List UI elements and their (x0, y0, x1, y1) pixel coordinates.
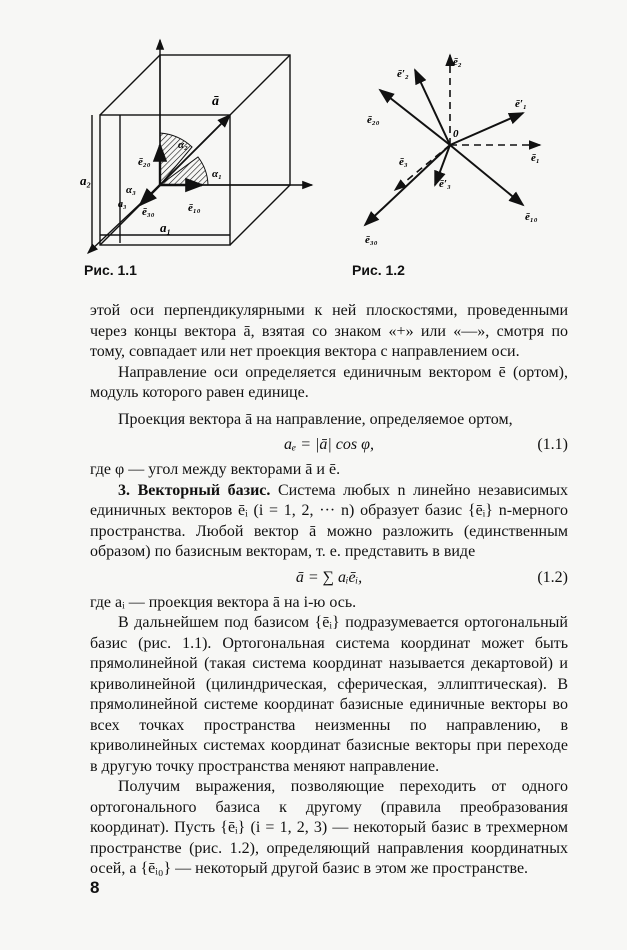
label-alpha2: α₂ (178, 139, 188, 151)
label-alpha1: α₁ (212, 168, 222, 180)
paragraph-7: В дальнейшем под базисом {ēᵢ} подразумевается ортогональный базис (рис. 1.1). Ортогональная система координат может быть прямолинейной (такая система координат называется декартовой) и криволинейной (цилиндрическая, сферическая, эллиптическая). В прямолинейной системе координат базисные единичные векторы во всех точках пространства неизменны по направлению, в криволинейных системах координат базисные векторы при переходе в другую точку пространства меняют направление. (90, 614, 568, 775)
equation-1-2-body: ā = ∑ aᵢēᵢ, (295, 568, 363, 586)
figure-1-2-caption: Рис. 1.2 (352, 262, 405, 278)
paragraph-8: Получим выражения, позволяющие переходить от одного ортогонального базиса к другому (правила преобразования координат). Пусть {ēᵢ} (i = 1, 2, 3) — некоторый базис в трехмерном пространстве (рис. 1.2), определяющий направления координатных осей, а {ēᵢ₀} — некоторый другой базис в этом же пространстве. (90, 778, 568, 877)
figure-1-1 (80, 35, 320, 260)
label-e30: ē₃₀ (142, 206, 155, 218)
label-a2: a₂ (80, 173, 92, 188)
equation-1-2-number: (1.2) (537, 568, 568, 586)
paragraph-4: где φ — угол между векторами ā и ē. (90, 461, 341, 478)
equation-1-1-number: (1.1) (537, 436, 568, 453)
label-e30: ē₃₀ (365, 234, 378, 246)
figure-1-2 (355, 45, 555, 250)
basis-diagram (355, 45, 555, 250)
label-e2p: ē′₂ (397, 68, 409, 80)
paragraph-3: Проекция вектора ā на направление, определяемое ортом, (118, 410, 513, 428)
label-e20: ē₂₀ (367, 114, 380, 126)
paragraph-1: этой оси перпендикулярными к ней плоскостями, проведенными через концы вектора ā, взятая со знаком «+» или «—», смотря по тому, совпадает или нет проекция вектора с направлением оси. (90, 302, 568, 360)
label-a1: a₁ (160, 220, 172, 235)
equation-1-1 (90, 430, 568, 460)
label-e3p: ē′₃ (439, 178, 451, 190)
page-number: 8 (90, 878, 100, 897)
label-e3: ē₃ (399, 156, 408, 168)
body-text (90, 301, 568, 880)
label-e20: ē₂₀ (138, 156, 151, 168)
paragraph-2: Направление оси определяется единичным вектором ē (ортом), модуль которого равен единице. (90, 363, 568, 401)
equation-1-2 (90, 563, 568, 593)
label-e1p: ē′₁ (515, 98, 527, 110)
section-heading: 3. Векторный базис. (118, 481, 271, 499)
label-e10: ē₁₀ (188, 202, 201, 214)
label-alpha3: α₃ (126, 184, 136, 196)
label-e1: ē₁ (531, 152, 540, 164)
label-o: 0 (453, 128, 459, 140)
paragraph-5: Система любых n линейно независимых единичных векторов ēᵢ (i = 1, 2, ··· n) образует базис {ēᵢ} n-мерного пространства. Любой вектор ā можно разложить (единственным образом) по базисным векторам, т. е. представить в виде (90, 481, 569, 560)
label-e10: ē₁₀ (525, 211, 538, 223)
label-a3: a₃ (118, 199, 127, 210)
label-a: ā (212, 94, 219, 109)
label-e2: ē₂ (453, 56, 462, 68)
figure-1-1-caption: Рис. 1.1 (84, 262, 137, 278)
cube-diagram (80, 35, 320, 260)
equation-1-1-body: aₑ = |ā| cos φ, (284, 436, 374, 453)
paragraph-6: где aᵢ — проекция вектора ā на i-ю ось. (90, 593, 357, 611)
